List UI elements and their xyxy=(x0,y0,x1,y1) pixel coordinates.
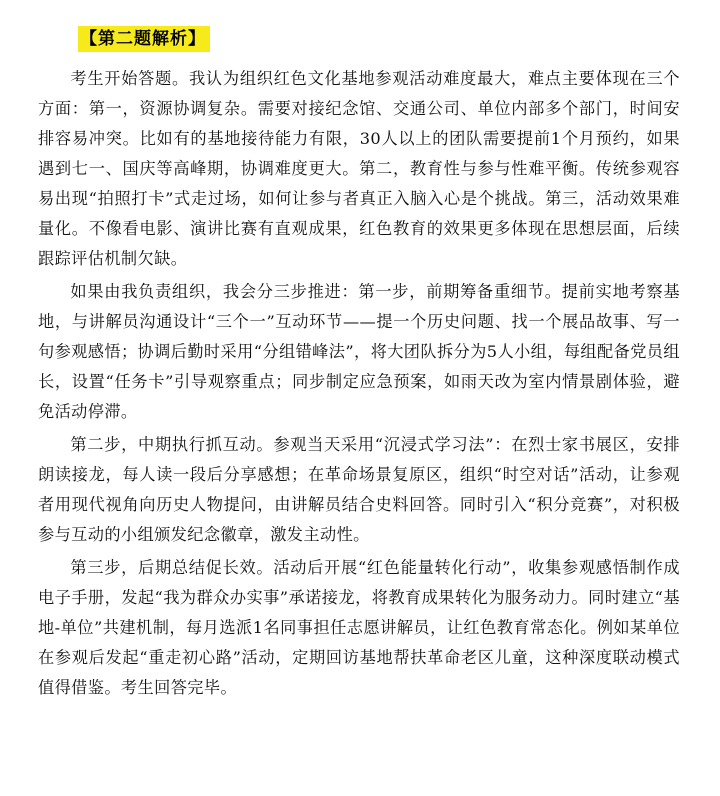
answer-body xyxy=(38,64,680,706)
paragraph-step-three: 第三步，后期总结促长效。活动后开展“红色能量转化行动”，收集参观感悟制作成电子手册，发起“我为群众办实事”承诺接龙，将教育成果转化为服务动力。同时建立“基地-单位”共建机制，每月选派1名同事担任志愿讲解员，让红色教育常态化。例如某单位在参观后发起“重走初心路”活动，定期回访基地帮扶革命老区儿童，这种深度联动模式值得借鉴。考生回答完毕。 xyxy=(38,558,680,697)
paragraph-step-two: 第二步，中期执行抓互动。参观当天采用“沉浸式学习法”：在烈士家书展区，安排朗读接龙，每人读一段后分享感想；在革命场景复原区，组织“时空对话”活动，让参观者用现代视角向历史人物提问，由讲解员结合史料回答。同时引入“积分竞赛”，对积极参与互动的小组颁发纪念徽章，激发主动性。 xyxy=(38,435,680,544)
section-heading: 【第二题解析】 xyxy=(78,26,210,52)
paragraph-step-one: 如果由我负责组织，我会分三步推进：第一步，前期筹备重细节。提前实地考察基地，与讲解员沟通设计“三个一”互动环节——提一个历史问题、找一个展品故事、写一句参观感悟；协调后勤时采用“分组错峰法”，将大团队拆分为5人小组，每组配备党员组长，设置“任务卡”引导观察重点；同步制定应急预案，如雨天改为室内情景剧体验，避免活动停滞。 xyxy=(38,282,680,421)
paragraph-difficulty-analysis: 考生开始答题。我认为组织红色文化基地参观活动难度最大，难点主要体现在三个方面：第一，资源协调复杂。需要对接纪念馆、交通公司、单位内部多个部门，时间安排容易冲突。比如有的基地接待能力有限，30人以上的团队需要提前1个月预约，如果遇到七一、国庆等高峰期，协调难度更大。第二，教育性与参与性难平衡。传统参观容易出现“拍照打卡”式走过场，如何让参与者真正入脑入心是个挑战。第三，活动效果难量化。不像看电影、演讲比赛有直观成果，红色教育的效果更多体现在思想层面，后续跟踪评估机制欠缺。 xyxy=(38,69,680,268)
heading-container xyxy=(78,26,210,54)
